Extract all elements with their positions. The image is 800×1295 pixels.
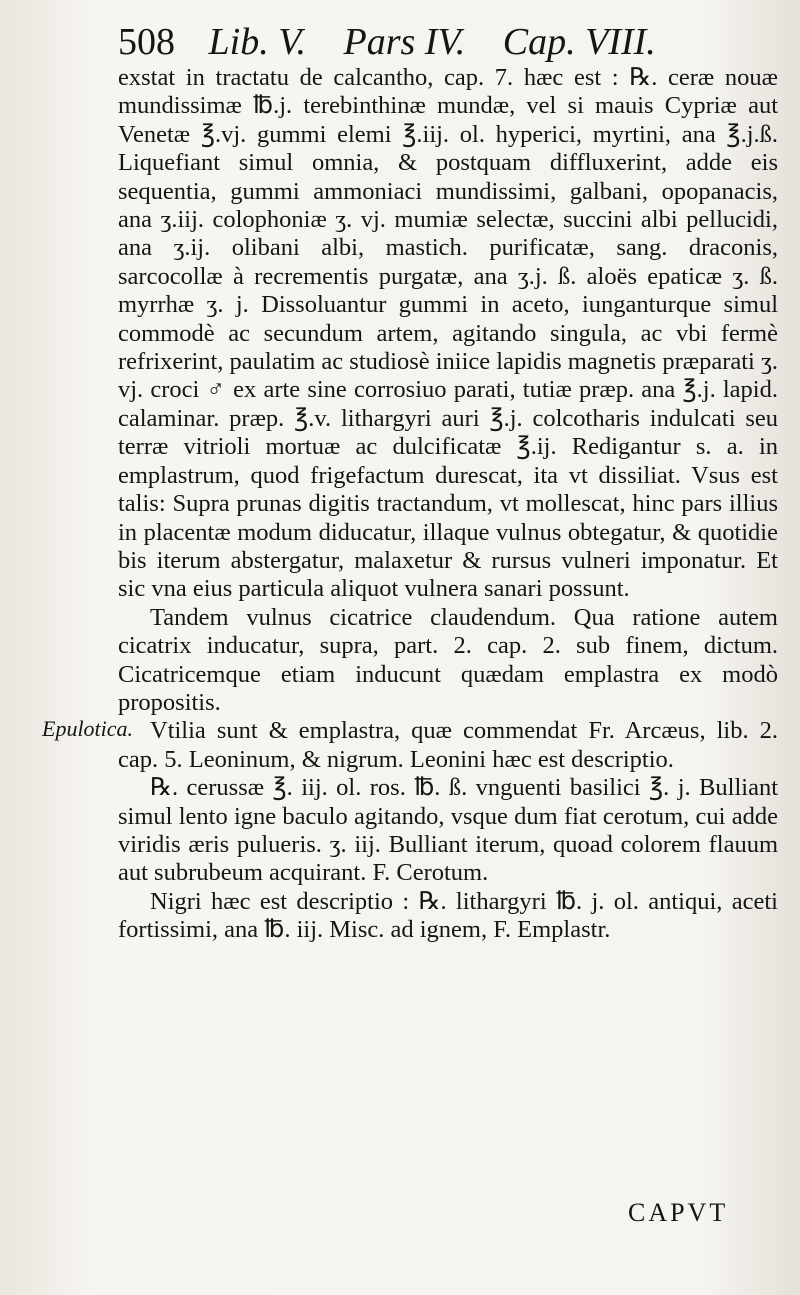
paragraph-5: Nigri hæc est descriptio : ℞. lithargyri ℔. j. ol. antiqui, aceti fortissimi, ana ℔. iij. Misc. ad ignem, F. Emplastr. (118, 887, 778, 944)
running-header (118, 18, 678, 66)
catchword: CAPVT (628, 1198, 729, 1227)
book-label: Lib. V. (208, 21, 307, 63)
body-text (118, 64, 778, 945)
paragraph-1: exstat in tractatu de calcantho, cap. 7. hæc est : ℞. ceræ nouæ mundissimæ ℔.j. terebinthinæ mundæ, vel si mauis Cypriæ aut Venetæ ℥.vj. gummi elemi ℥.iij. ol. hyperici, myrtini, ana ℥.j.ß. Liquefiant simul omnia, & postquam diffluxerint, adde eis sequentia, gummi ammoniaci mundissimi, galbani, opopanacis, ana ʒ.iij. colophoniæ ʒ. vj. mumiæ selectæ, succini albi pellucidi, ana ʒ.ij. olibani albi, mastich. purificatæ, sang. draconis, sarcocollæ à recrementis purgatæ, ana ʒ.j. ß. aloës epaticæ ʒ. ß. myrrhæ ʒ. j. Dissoluantur gummi in aceto, iunganturque simul commodè ac secundum artem, agitando singula, ac vbi fermè refrixerint, paulatim ac studiosè iniice lapidis magnetis præparati ʒ. vj. croci ♂ ex arte sine corrosiuo parati, tutiæ præp. ana ℥.j. lapid. calaminar. præp. ℥.v. lithargyri auri ℥.j. colcotharis indulcati seu terræ vitrioli mortuæ ac dulcificatæ ℥.ij. Redigantur s. a. in emplastrum, quod frigefactum durescat, ita vt dissiliat. Vsus est talis: Supra prunas digitis tractandum, vt mollescat, hinc pars illius in placentæ modum diducatur, illaque vulnus obtegatur, & quotidie bis iterum abstergatur, malaxetur & rursus vulneri imponatur. Et sic vna eius particula aliquot vulnera sanari possunt. (118, 64, 778, 603)
margin-note: Epulotica. (42, 716, 134, 741)
paragraph-2: Tandem vulnus cicatrice claudendum. Qua ratione autem cicatrix inducatur, supra, part. 2. cap. 2. sub finem, dictum. Cicatricemque etiam inducunt quædam emplastra ex modò propositis. (118, 603, 778, 716)
paragraph-3: Vtilia sunt & emplastra, quæ commendat Fr. Arcæus, lib. 2. cap. 5. Leoninum, & nigrum. Leonini hæc est descriptio. (118, 717, 778, 773)
paragraph-4: ℞. cerussæ ℥. iij. ol. ros. ℔. ß. vnguenti basilici ℥. j. Bulliant simul lento igne baculo agitando, vsque dum fiat cerotum, cui adde viridis æris pulueris. ʒ. iij. Bulliant iterum, quoad colorem flauum aut subrubeum acquirant. F. Cerotum. (118, 774, 778, 887)
chapter-label: Cap. VIII. (502, 21, 656, 63)
page-number: 508 (118, 21, 175, 63)
part-label: Pars IV. (343, 21, 466, 63)
